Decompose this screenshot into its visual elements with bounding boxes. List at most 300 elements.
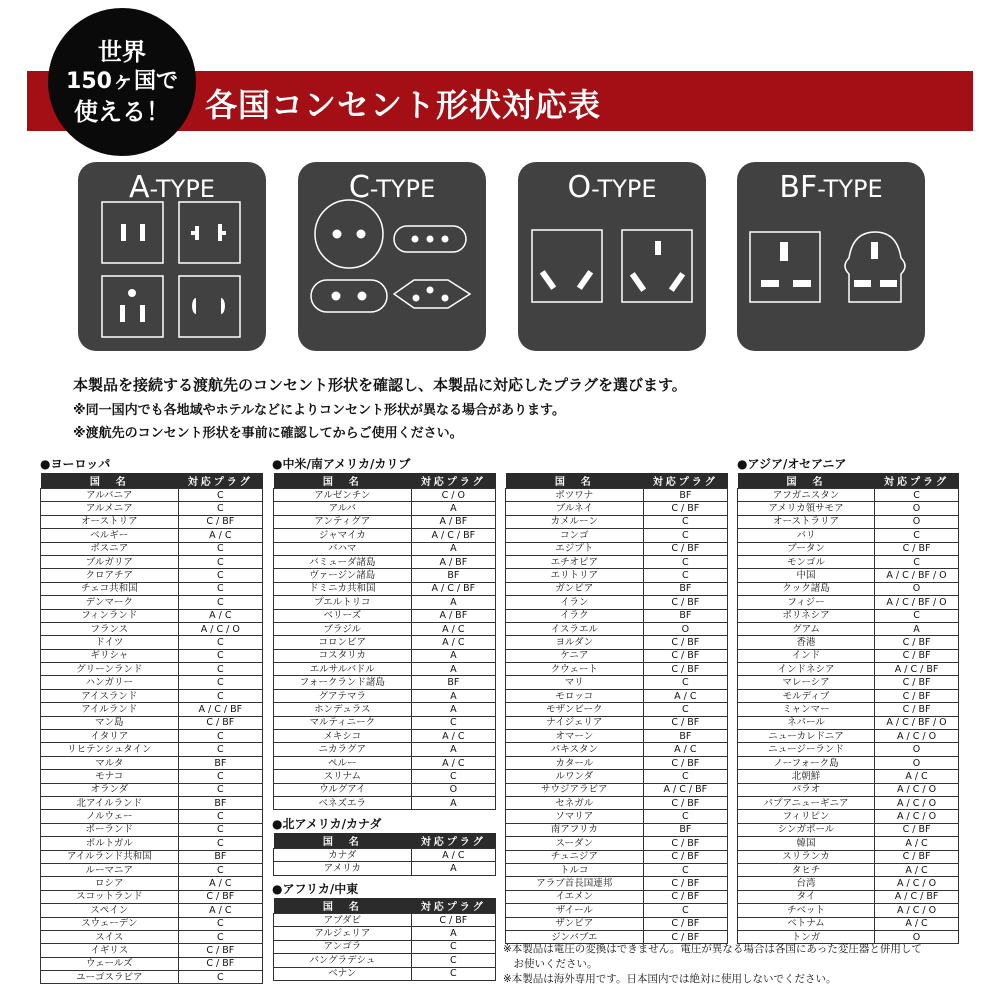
country-name: クウェート [506, 663, 644, 676]
plug-types: C [178, 810, 262, 823]
country-name: パラオ [738, 783, 875, 796]
table-row [41, 676, 263, 689]
table-row [738, 730, 959, 743]
table-row [738, 810, 959, 823]
country-name: オーストラリア [738, 515, 875, 528]
country-name: タイ [738, 890, 875, 903]
plug-types: C / BF [643, 877, 727, 890]
table-row [506, 569, 728, 582]
plug-types: C [411, 940, 495, 953]
plug-types: C / BF [178, 957, 262, 970]
plug-types: C [178, 743, 262, 756]
plug-types: A [411, 862, 495, 875]
table-row [506, 917, 728, 930]
plug-types: BF [411, 569, 495, 582]
country-name: スリランカ [738, 850, 875, 863]
plug-types: C [643, 569, 727, 582]
plug-types: C [178, 636, 262, 649]
country-name: グアム [738, 622, 875, 635]
bf-type-card [737, 162, 925, 351]
country-name: ウェールズ [41, 957, 179, 970]
table-row [506, 770, 728, 783]
country-name: デンマーク [41, 596, 179, 609]
plug-types: A / C [178, 609, 262, 622]
country-name: マルティニーク [274, 716, 412, 729]
country-name: モザンビーク [506, 703, 644, 716]
table-row [41, 877, 263, 890]
country-name: サウジアラビア [506, 783, 644, 796]
country-name: ルーマニア [41, 863, 179, 876]
plug-types: C / BF [643, 837, 727, 850]
badge-line-1: 世界 [98, 38, 146, 66]
latin-america-table [273, 473, 496, 810]
table-row [274, 756, 496, 769]
header-country: 国 名 [274, 833, 412, 849]
table-row [41, 703, 263, 716]
table-row [274, 663, 496, 676]
country-name: パプアニューギニア [738, 796, 875, 809]
table-row [274, 703, 496, 716]
table-row [41, 582, 263, 595]
table-row [738, 555, 959, 568]
table-row [738, 582, 959, 595]
table-row [506, 636, 728, 649]
table-row [41, 716, 263, 729]
plug-types: BF [178, 850, 262, 863]
table-row [506, 689, 728, 702]
bf-type-title: BF-TYPE [779, 170, 883, 205]
country-name: マルタ [41, 756, 179, 769]
country-name: ホンデュラス [274, 703, 412, 716]
table-row [506, 810, 728, 823]
table-row [41, 596, 263, 609]
plug-types: C [643, 515, 727, 528]
country-name: ニューカレドニア [738, 730, 875, 743]
table-row [274, 582, 496, 595]
country-name: ブータン [738, 542, 875, 555]
country-name: ギリシャ [41, 649, 179, 662]
table-row [506, 823, 728, 836]
plug-types: C [178, 676, 262, 689]
section-asia-oceania: ●アジア/オセアニア [737, 457, 847, 471]
europe-table [40, 473, 263, 984]
plug-types: A / C / O [875, 810, 959, 823]
table-row [506, 582, 728, 595]
table-row [274, 796, 496, 809]
plug-types: A / C / O [875, 877, 959, 890]
plug-types: A / C / O [875, 783, 959, 796]
country-name: ソマリア [506, 810, 644, 823]
header-plug: 対応プラグ [411, 833, 495, 849]
table-row [506, 850, 728, 863]
plug-types: C [178, 863, 262, 876]
country-name: アンティグア [274, 515, 412, 528]
plug-types: C [178, 502, 262, 515]
country-name: アメリカ領サモア [738, 502, 875, 515]
plug-types: C [178, 489, 262, 502]
table-row [738, 743, 959, 756]
plug-types: A / C / BF [411, 582, 495, 595]
table-row [274, 676, 496, 689]
plug-types: C / BF [875, 823, 959, 836]
plug-types: C [178, 689, 262, 702]
country-name: ノーフォーク島 [738, 756, 875, 769]
country-name: リヒテンシュタイン [41, 743, 179, 756]
plug-types: A / C / O [875, 904, 959, 917]
country-name: ボツワナ [506, 489, 644, 502]
country-name: フランス [41, 622, 179, 635]
country-name: スコットランド [41, 890, 179, 903]
country-name: ザンビア [506, 917, 644, 930]
table-row [41, 796, 263, 809]
country-name: チェコ共和国 [41, 582, 179, 595]
country-name: セネガル [506, 796, 644, 809]
table-row [274, 636, 496, 649]
country-name: トンガ [738, 930, 875, 943]
country-name: エチオピア [506, 555, 644, 568]
plug-types: A / C / BF [875, 890, 959, 903]
plug-types: C / BF [643, 502, 727, 515]
plug-types: C / BF [178, 515, 262, 528]
table-row [274, 927, 496, 940]
plug-types: A / C / BF / O [875, 569, 959, 582]
table-header [274, 833, 496, 849]
table-row [274, 689, 496, 702]
table-row [274, 542, 496, 555]
country-name: ニュージーランド [738, 743, 875, 756]
africa-middle-east-table [505, 473, 728, 944]
plug-types: A / C / O [875, 730, 959, 743]
plug-types: A [411, 703, 495, 716]
plug-types: C [178, 582, 262, 595]
table-row [41, 743, 263, 756]
country-name: コスタリカ [274, 649, 412, 662]
plug-types: C / BF [875, 542, 959, 555]
table-row [41, 502, 263, 515]
country-name: ポリネシア [738, 609, 875, 622]
plug-types: O [875, 930, 959, 943]
header-country: 国 名 [506, 473, 644, 489]
plug-types: O [875, 582, 959, 595]
table-row [41, 971, 263, 984]
country-name: アルメニア [41, 502, 179, 515]
plug-types: C / BF [643, 596, 727, 609]
country-name: インド [738, 649, 875, 662]
country-name: プエルトリコ [274, 596, 412, 609]
plug-types: A / BF [411, 515, 495, 528]
plug-types: C / BF [178, 716, 262, 729]
plug-types: BF [643, 582, 727, 595]
country-name: ベナン [274, 967, 412, 980]
table-row [274, 954, 496, 967]
plug-types: A [411, 649, 495, 662]
table-row [506, 676, 728, 689]
header-country: 国 名 [41, 473, 179, 489]
plug-types: C / BF [875, 703, 959, 716]
plug-types: A / BF [411, 555, 495, 568]
plug-types: C [643, 529, 727, 542]
plug-types: BF [643, 489, 727, 502]
plug-types: BF [643, 823, 727, 836]
table-row [506, 489, 728, 502]
table-row [41, 890, 263, 903]
table-row [41, 904, 263, 917]
section-africa-middle-east: ●アフリカ/中東 [272, 882, 359, 896]
country-name: ルワンダ [506, 770, 644, 783]
plug-types: C / BF [643, 716, 727, 729]
table-row [506, 743, 728, 756]
plug-types: A [411, 502, 495, 515]
table-row [738, 770, 959, 783]
plug-types: A [411, 596, 495, 609]
table-row [41, 529, 263, 542]
table-row [738, 489, 959, 502]
plug-types: BF [178, 756, 262, 769]
country-name: カナダ [274, 849, 412, 862]
table-row [274, 730, 496, 743]
table-row [738, 663, 959, 676]
country-name: ジンバブエ [506, 930, 644, 943]
intro-note-2: ※渡航先のコンセント形状を事前に確認してからご使用ください。 [73, 426, 463, 441]
plug-types: A [411, 542, 495, 555]
table-row [506, 877, 728, 890]
country-name: モロッコ [506, 689, 644, 702]
country-name: マレーシア [738, 676, 875, 689]
plug-types: A / C [411, 730, 495, 743]
plug-types: A [411, 743, 495, 756]
asia-oceania-table [737, 473, 959, 944]
country-name: ベルギー [41, 529, 179, 542]
plug-types: A / C / BF / O [875, 596, 959, 609]
table-row [738, 622, 959, 635]
table-row [506, 863, 728, 876]
country-name: パキスタン [506, 743, 644, 756]
plug-types: A / BF [411, 609, 495, 622]
plug-types: C [178, 783, 262, 796]
table-row [274, 743, 496, 756]
table-row [738, 596, 959, 609]
country-name: グリーンランド [41, 663, 179, 676]
country-name: バミューダ諸島 [274, 555, 412, 568]
country-name: アフガニスタン [738, 489, 875, 502]
plug-types: C [178, 770, 262, 783]
country-name: アルゼンチン [274, 489, 412, 502]
country-name: エジプト [506, 542, 644, 555]
country-name: ジャマイカ [274, 529, 412, 542]
plug-types: C [178, 917, 262, 930]
country-name: ポーランド [41, 823, 179, 836]
c-type-title: C-TYPE [348, 170, 436, 205]
country-name: オランダ [41, 783, 179, 796]
country-name: グアテマラ [274, 689, 412, 702]
table-row [738, 890, 959, 903]
table-row [738, 515, 959, 528]
plug-types: A / C / BF / O [875, 716, 959, 729]
country-name: フィンランド [41, 609, 179, 622]
plug-types: C / BF [643, 850, 727, 863]
table-row [506, 716, 728, 729]
table-row [41, 489, 263, 502]
country-name: ナイジェリア [506, 716, 644, 729]
table-row [738, 676, 959, 689]
a-type-outlets-icon [78, 162, 266, 351]
plug-types: C / BF [875, 689, 959, 702]
plug-types: C / BF [178, 890, 262, 903]
table-row [738, 542, 959, 555]
country-name: バハマ [274, 542, 412, 555]
table-row [738, 636, 959, 649]
plug-types: A [411, 927, 495, 940]
header-plug: 対応プラグ [178, 473, 262, 489]
table-row [41, 569, 263, 582]
table-row [41, 622, 263, 635]
country-name: イギリス [41, 944, 179, 957]
country-name: シンガポール [738, 823, 875, 836]
country-name: スリナム [274, 770, 412, 783]
country-name: オーストリア [41, 515, 179, 528]
country-name: マリ [506, 676, 644, 689]
country-name: アルジェリア [274, 927, 412, 940]
table-row [506, 596, 728, 609]
table-row [738, 502, 959, 515]
header-country: 国 名 [738, 473, 875, 489]
country-name: 台湾 [738, 877, 875, 890]
plug-types: C [875, 609, 959, 622]
country-name: カメルーン [506, 515, 644, 528]
africa-table [273, 898, 496, 981]
country-name: チュニジア [506, 850, 644, 863]
plug-types: C / BF [875, 636, 959, 649]
table-row [41, 850, 263, 863]
section-north-america: ●北アメリカ/カナダ [272, 817, 382, 831]
plug-types: A / C [411, 636, 495, 649]
plug-types: A / C / BF [643, 783, 727, 796]
country-name: スーダン [506, 837, 644, 850]
plug-types: C [178, 837, 262, 850]
table-row [506, 555, 728, 568]
country-name: イタリア [41, 730, 179, 743]
plug-types: C [178, 971, 262, 984]
header-plug: 対応プラグ [643, 473, 727, 489]
plug-types: A [875, 622, 959, 635]
country-name: モルディブ [738, 689, 875, 702]
country-name: アイスランド [41, 689, 179, 702]
plug-types: C / BF [643, 756, 727, 769]
country-name: バリ [738, 529, 875, 542]
c-type-outlets-icon [298, 162, 486, 351]
plug-types: C [178, 649, 262, 662]
country-name: スウェーデン [41, 917, 179, 930]
o-type-card [518, 162, 706, 351]
plug-types: A / C / BF [178, 703, 262, 716]
plug-types: A / C [411, 849, 495, 862]
plug-types: C [178, 542, 262, 555]
table-row [506, 622, 728, 635]
intro-note-1: ※同一国内でも各地域やホテルなどによりコンセント形状が異なる場合があります。 [73, 403, 565, 418]
plug-types: A / C [178, 529, 262, 542]
country-name: フィジー [738, 596, 875, 609]
country-name: カタール [506, 756, 644, 769]
country-name: アラブ首長国連邦 [506, 877, 644, 890]
country-name: モナコ [41, 770, 179, 783]
table-row [506, 783, 728, 796]
header-plug: 対応プラグ [875, 473, 959, 489]
table-row [274, 849, 496, 862]
plug-types: C / BF [643, 930, 727, 943]
table-row [738, 837, 959, 850]
plug-types: C [178, 930, 262, 943]
country-name: ペルー [274, 756, 412, 769]
table-row [41, 944, 263, 957]
plug-types: BF [178, 796, 262, 809]
country-name: アンゴラ [274, 940, 412, 953]
country-name: コンゴ [506, 529, 644, 542]
country-name: マン島 [41, 716, 179, 729]
table-row [738, 877, 959, 890]
plug-types: O [875, 502, 959, 515]
header-plug: 対応プラグ [411, 898, 495, 914]
country-name: フォークランド諸島 [274, 676, 412, 689]
table-row [506, 529, 728, 542]
table-row [41, 837, 263, 850]
table-header [274, 898, 496, 914]
table-row [738, 609, 959, 622]
plug-types: C [411, 716, 495, 729]
plug-types: C [643, 676, 727, 689]
country-name: 韓国 [738, 837, 875, 850]
plug-types: C / BF [875, 676, 959, 689]
country-name: ヴァージン諸島 [274, 569, 412, 582]
table-row [506, 542, 728, 555]
plug-types: A / C [643, 743, 727, 756]
plug-types: C [875, 529, 959, 542]
table-row [738, 529, 959, 542]
table-row [506, 703, 728, 716]
table-row [738, 689, 959, 702]
table-row [738, 756, 959, 769]
plug-types: A / C / O [178, 622, 262, 635]
table-row [274, 609, 496, 622]
plug-types: C / BF [643, 663, 727, 676]
plug-types: A / C [875, 917, 959, 930]
table-row [274, 716, 496, 729]
badge-line-2: 150ヶ国で [66, 69, 178, 94]
table-row [274, 502, 496, 515]
country-name: 中国 [738, 569, 875, 582]
country-name: ザイール [506, 904, 644, 917]
table-row [506, 502, 728, 515]
plug-types: A [411, 663, 495, 676]
table-row [41, 636, 263, 649]
table-header [738, 473, 959, 489]
table-row [274, 596, 496, 609]
plug-types: A [411, 796, 495, 809]
o-type-outlets-icon [518, 162, 706, 351]
c-type-card [298, 162, 486, 351]
country-name: ベトナム [738, 917, 875, 930]
o-type-title: O-TYPE [567, 170, 657, 205]
a-type-title: A-TYPE [129, 170, 215, 205]
plug-types: C / BF [643, 796, 727, 809]
country-name: オマーン [506, 730, 644, 743]
country-name: ボスニア [41, 542, 179, 555]
country-name: クロアチア [41, 569, 179, 582]
plug-types: C / BF [643, 890, 727, 903]
table-row [738, 783, 959, 796]
country-name: イラク [506, 609, 644, 622]
table-row [738, 850, 959, 863]
plug-types: A / C [411, 622, 495, 635]
